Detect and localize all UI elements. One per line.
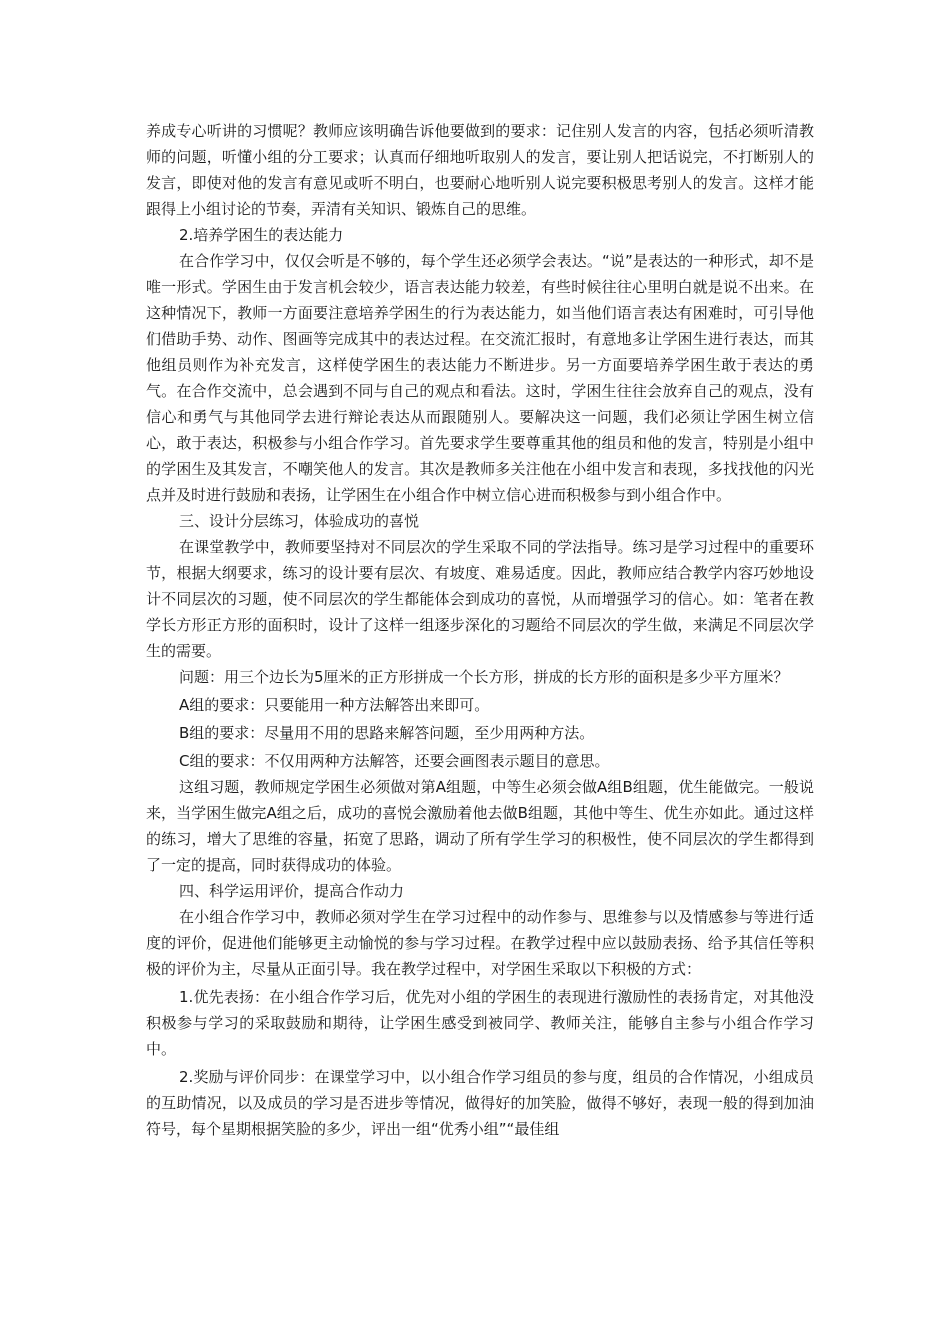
paragraph-group-a: A组的要求：只要能用一种方法解答出来即可。 (179, 696, 490, 714)
paragraph-group-b: B组的要求：尽量用不用的思路来解答问题，至少用两种方法。 (179, 724, 595, 742)
heading-section-four: 四、科学运用评价，提高合作动力 (179, 882, 405, 900)
paragraph-exercise-summary: 这组习题，教师规定学困生必须做对第A组题，中等生必须会做A组B组题，优生能做完。一般说来，当学困生做完A组之后，成功的喜悦会激励着他去做B组题，其他中等生、优生亦如此。通过这样的练习，增大了思维的容量，拓宽了思路，调动了所有学生学习的积极性，使不同层次的学生都得到了一定的提高，同时获得成功的体验。 (146, 778, 814, 874)
subheading-expression-ability: 2.培养学困生的表达能力 (179, 226, 344, 244)
paragraph-question: 问题：用三个边长为5厘米的正方形拼成一个长方形，拼成的长方形的面积是多少平方厘米？ (179, 668, 789, 686)
paragraph-continuation-listening: 养成专心听讲的习惯呢？教师应该明确告诉他要做到的要求：记住别人发言的内容，包括必须听清教师的问题，听懂小组的分工要求；认真而仔细地听取别人的发言，要让别人把话说完，不打断别人的发言，即使对他的发言有意见或听不明白，也要耐心地听别人说完要积极思考别人的发言。这样才能跟得上小组讨论的节奏，弄清有关知识、锻炼自己的思维。 (146, 122, 814, 218)
heading-section-three: 三、设计分层练习，体验成功的喜悦 (179, 512, 420, 530)
paragraph-priority-praise: 1.优先表扬：在小组合作学习后，优先对小组的学困生的表现进行激励性的表扬肯定，对其他没积极参与学习的采取鼓励和期待，让学困生感受到被同学、教师关注，能够自主参与小组合作学习中。 (146, 988, 814, 1058)
document-body (146, 118, 814, 1142)
paragraph-reward-evaluation: 2.奖励与评价同步：在课堂学习中，以小组合作学习组员的参与度，组员的合作情况，小组成员的互助情况，以及成员的学习是否进步等情况，做得好的加笑脸，做得不够好，表现一般的得到加油符号，每个星期根据笑脸的多少，评出一组“优秀小组”“最佳组 (146, 1068, 814, 1138)
paragraph-group-c: C组的要求：不仅用两种方法解答，还要会画图表示题目的意思。 (179, 752, 610, 770)
paragraph-layered-practice: 在课堂教学中，教师要坚持对不同层次的学生采取不同的学法指导。练习是学习过程中的重要环节，根据大纲要求，练习的设计要有层次、有坡度、难易适度。因此，教师应结合教学内容巧妙地设计不同层次的习题，使不同层次的学生都能体会到成功的喜悦，从而增强学习的信心。如：笔者在教学长方形正方形的面积时，设计了这样一组逐步深化的习题给不同层次的学生做，来满足不同层次学生的需要。 (146, 538, 814, 660)
paragraph-evaluation: 在小组合作学习中，教师必须对学生在学习过程中的动作参与、思维参与以及情感参与等进行适度的评价，促进他们能够更主动愉悦的参与学习过程。在教学过程中应以鼓励表扬、给予其信任等积极的评价为主，尽量从正面引导。我在教学过程中，对学困生采取以下积极的方式： (146, 908, 814, 978)
paragraph-expression: 在合作学习中，仅仅会听是不够的，每个学生还必须学会表达。“说”是表达的一种形式，却不是唯一形式。学困生由于发言机会较少，语言表达能力较差，有些时候往往心里明白就是说不出来。在这种情况下，教师一方面要注意培养学困生的行为表达能力，如当他们语言表达有困难时，可引导他们借助手势、动作、图画等完成其中的表达过程。在交流汇报时，有意地多让学困生进行表达，而其他组员则作为补充发言，这样使学困生的表达能力不断进步。另一方面要培养学困生敢于表达的勇气。在合作交流中，总会遇到不同与自己的观点和看法。这时，学困生往往会放弃自己的观点，没有信心和勇气与其他同学去进行辩论表达从而跟随别人。要解决这一问题，我们必须让学困生树立信心，敢于表达，积极参与小组合作学习。首先要求学生要尊重其他的组员和他的发言，特别是小组中的学困生及其发言，不嘲笑他人的发言。其次是教师多关注他在小组中发言和表现，多找找他的闪光点并及时进行鼓励和表扬，让学困生在小组合作中树立信心进而积极参与到小组合作中。 (146, 252, 814, 504)
